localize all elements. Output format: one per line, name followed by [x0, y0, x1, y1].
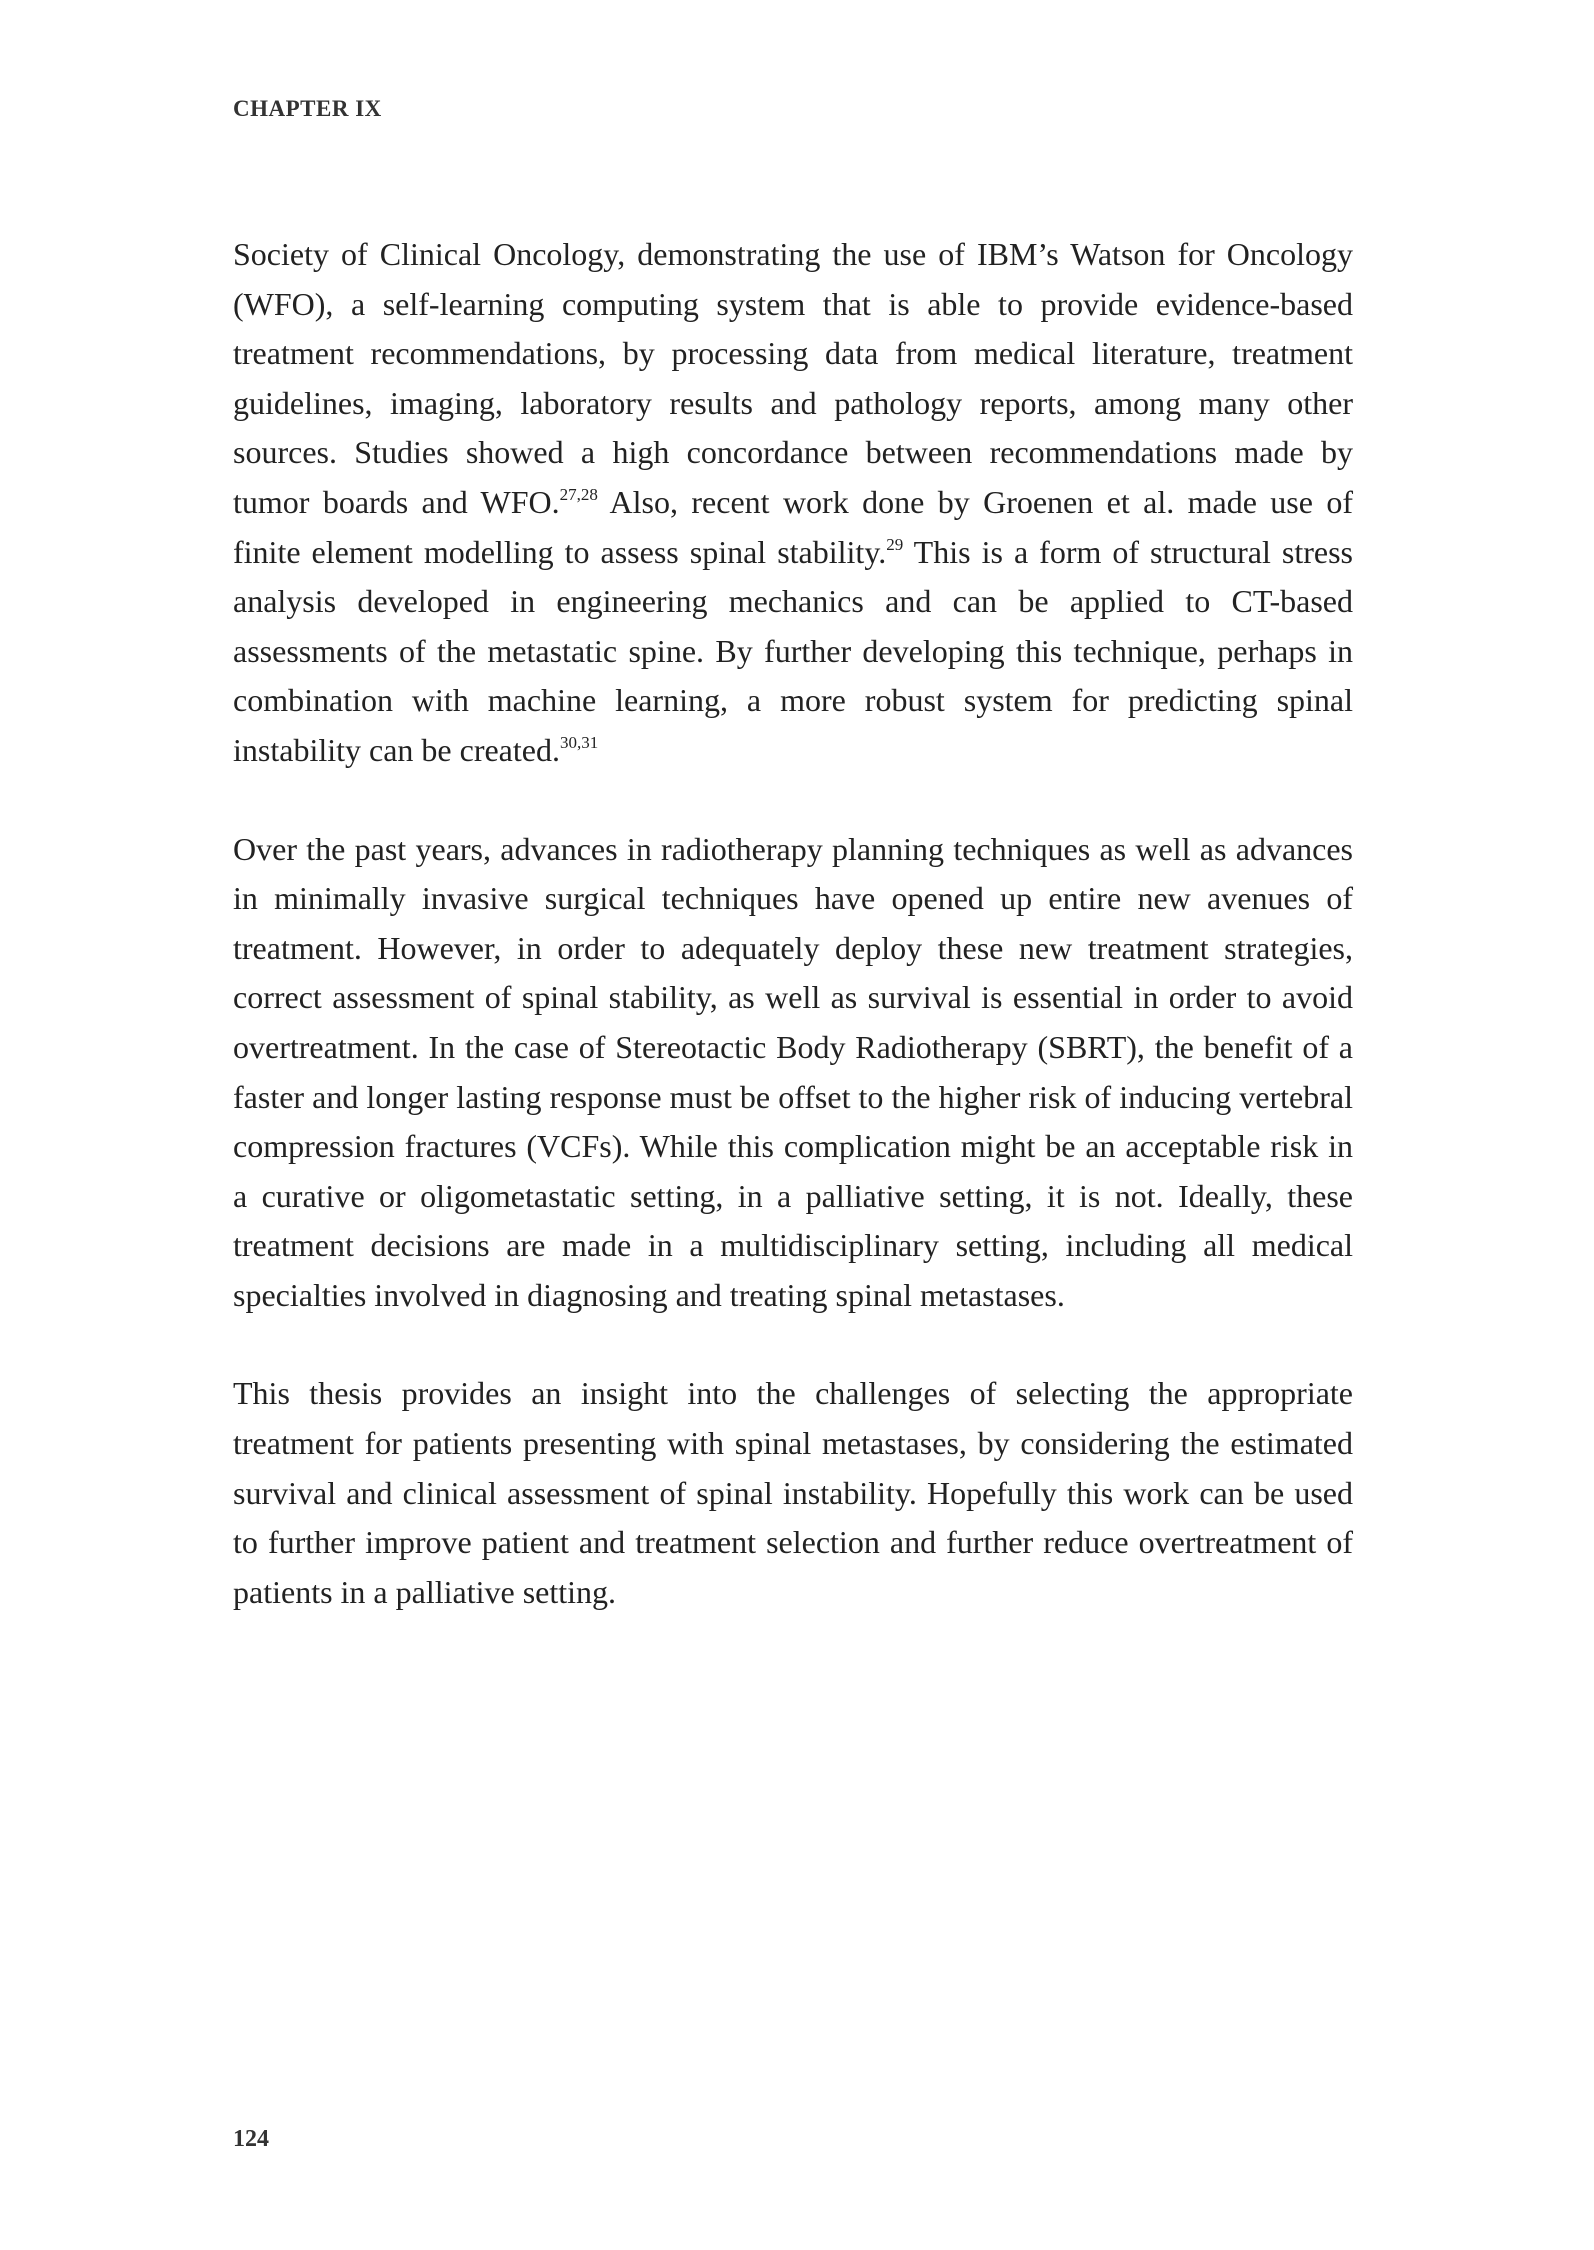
citation-superscript: 30,31 — [559, 732, 599, 752]
paragraph-treatment-advances — [233, 825, 1353, 1321]
body-text — [233, 230, 1353, 1666]
chapter-running-head: CHAPTER IX — [233, 96, 382, 121]
citation-superscript: 27,28 — [559, 484, 598, 504]
text-segment: This thesis provides an insight into the challenges of selecting the appropriate treatment for patients presenting with spinal metastases, by considering the estimated survival and clinical assessment of spinal instability. Hopefully this work can be used to further improve patient and treatment selection and further reduce overtreatment of patients in a palliative setting. — [233, 1375, 1353, 1610]
text-segment: Also, recent work done by Groenen et al. made use of finite element modelling to assess spinal stability. — [233, 483, 1354, 570]
text-segment: Society of Clinical Oncology, demonstrating the use of IBM’s Watson for Oncology (WFO), a self-learning computing system that is able to provide evidence-based treatment recommendations, by processing data from medical literature, treatment guidelines, imaging, laboratory results and pathology reports, among many other sources. Studies showed a high concordance between recommendations made by tumor boards and WFO. — [233, 236, 1353, 520]
paragraph-thesis-insight — [233, 1369, 1353, 1617]
paragraph-watson-oncology — [233, 230, 1353, 776]
text-segment: This is a form of structural stress analysis developed in engineering mechanics and can be applied to CT-based assessments of the metastatic spine. By further developing this technique, perhaps in combination with machine learning, a more robust system for predicting spinal instability can be created. — [233, 533, 1354, 768]
text-segment: Over the past years, advances in radiotherapy planning techniques as well as advances in minimally invasive surgical techniques have opened up entire new avenues of treatment. However, in order to adequately deploy these new treatment strategies, correct assessment of spinal stability, as well as survival is essential in order to avoid overtreatment. In the case of Stereotactic Body Radiotherapy (SBRT), the benefit of a faster and longer lasting response must be offset to the higher risk of inducing vertebral compression fractures (VCFs). While this complication might be an acceptable risk in a curative or oligometastatic setting, in a palliative setting, it is not. Ideally, these treatment decisions are made in a multidisciplinary setting, including all medical specialties involved in diagnosing and treating spinal metastases. — [233, 830, 1353, 1313]
page-number: 124 — [233, 2126, 269, 2152]
citation-superscript: 29 — [886, 534, 904, 554]
